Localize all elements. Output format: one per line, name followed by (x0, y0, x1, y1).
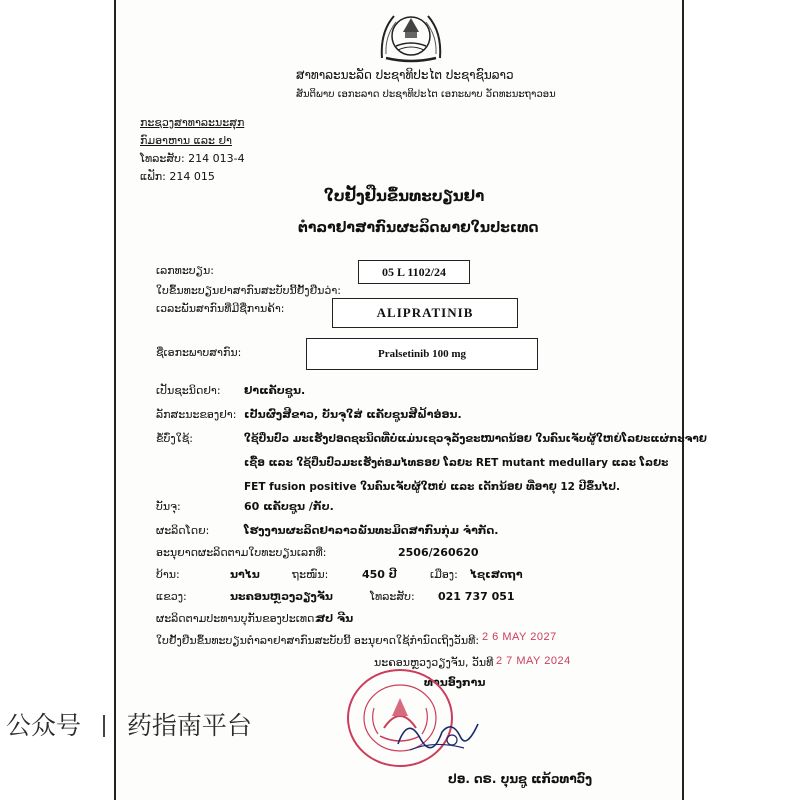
trade-name-label: ເວລະພັນສາກົນທີ່ມີຊື່ການຄ້າ: (156, 302, 285, 315)
permit-label: ອະນຸຍາດຜະລິດຕາມໃບທະບຽນເລກທີ່: (156, 546, 327, 559)
province-label: ແຂວງ: (156, 590, 187, 603)
certificate-page (114, 0, 707, 800)
reg-number-box: 05 L 1102/24 (358, 260, 470, 284)
reg-description-label: ໃບຂຶ້ນທະບຽນຢາສາກົນສະບັບນີ້ຢັ້ງຢືນວ່າ: (156, 284, 341, 297)
appearance-label: ລັກສະນະຂອງຢາ: (156, 408, 237, 421)
indication-label: ຂໍ້ບົ່ງໃຊ້: (156, 432, 193, 445)
indication-line-1: ໃຊ້ປິ່ນປົວ ມະເຮັງປອດຊະນິດທີ່ບໍ່ແມ່ນເຊວຈຸລັງຂະໜາດນ້ອຍ ໃນຄົນເຈັບຜູ້ໃຫຍ່ໂລຍະແຜ່ກະຈາຍ (244, 433, 707, 445)
ministry-tel: ໂທລະສັບ: 214 013-4 (140, 152, 245, 165)
indication-line-3: FET fusion positive ໃນຄົນເຈັບຜູ້ໃຫຍ່ ແລະ ເດັກນ້ອຍ ທີ່ອາຍຸ 12 ປີຂຶ້ນໄປ. (244, 481, 621, 493)
road-label: ຖະໜົນ: (292, 568, 329, 581)
director-title: ທ່ານອົງການ (424, 676, 486, 689)
district-value: ໄຊເສດຖາ (470, 568, 523, 581)
document-title: ໃບຢັ້ງຢືນຂຶ້ນທະບຽນຢາ (324, 187, 485, 205)
document-subtitle: ຕໍາລາຢາສາກົນຜະລິດພາຍໃນປະເທດ (298, 220, 539, 236)
watermark-divider (103, 715, 105, 737)
village-label: ບ້ານ: (156, 568, 180, 581)
origin-country-label: ຜະລິດຕາມປະທານບຸກັນຂອງປະເທດ: (156, 612, 319, 625)
validity-label: ໃບຢັ້ງຢືນຂຶ້ນທະບຽນຕໍາລາຢາສາກົນສະບັບນີ້ ອະນຸຍາດໃຊ້ກໍານົດເຖິງວັນທີ: (156, 634, 480, 647)
inn-box: Pralsetinib 100 mg (306, 338, 538, 370)
dosage-form-value: ຢາແຄັບຊູນ. (244, 384, 306, 397)
origin-country-value: ສປ ຈີນ (316, 612, 354, 625)
dosage-form-label: ເປັນຊະນິດຢາ: (156, 384, 221, 397)
header-line-2: ສັນຕິພາບ ເອກະລາດ ປະຊາທິປະໄຕ ເອກະພາບ ວັດທະນະຖາວອນ (296, 89, 556, 100)
inn-label: ຊື່ເອກະພາບສາກົນ: (156, 346, 242, 359)
watermark (6, 706, 252, 742)
road-value: 450 ປີ (362, 568, 397, 581)
district-label: ເມືອງ: (430, 568, 458, 581)
manufacturer-value: ໂຮງງານຜະລິດຢາລາວພັນທະມິດສາກົນກຸ່ມ ຈໍາກັດ. (244, 524, 499, 537)
reg-number-label: ເລກທະບຽນ: (156, 264, 214, 277)
signatory-name: ປອ. ດຣ. ບຸນຊູ ແກ້ວທາວົງ (448, 772, 593, 786)
issued-date-stamp: 2 7 MAY 2024 (496, 655, 571, 667)
pack-label: ບັນຈຸ: (156, 500, 181, 513)
ministry-fax: ແຟັກ: 214 015 (140, 170, 215, 183)
watermark-left: 公众号 (6, 711, 82, 740)
phone-value: 021 737 051 (438, 590, 515, 603)
ministry-name: ກະຊວງສາທາລະນະສຸກ (140, 116, 245, 129)
lao-emblem-icon (378, 6, 444, 64)
pack-value: 60 ແຄັບຊູນ /ກັບ. (244, 500, 334, 513)
validity-date-stamp: 2 6 MAY 2027 (482, 631, 557, 643)
appearance-value: ເປັນຜົງສີຂາວ, ບັນຈຸໃສ່ ແຄັບຊູນສີຟ້າອ່ອນ. (244, 408, 462, 421)
watermark-right: 药指南平台 (126, 711, 252, 740)
signature-icon (390, 710, 486, 758)
header-line-1: ສາທາລະນະລັດ ປະຊາທິປະໄຕ ປະຊາຊົນລາວ (296, 68, 514, 82)
phone-label: ໂທລະສັບ: (370, 590, 415, 603)
issued-place: ນະຄອນຫຼວງວຽງຈັນ, ວັນທີ (374, 656, 494, 669)
province-value: ນະຄອນຫຼວງວຽງຈັນ (230, 590, 333, 603)
trade-name-box: ALIPRATINIB (332, 298, 518, 328)
manufacturer-label: ຜະລິດໂດຍ: (156, 524, 210, 537)
ministry-department: ກົມອາຫານ ແລະ ຢາ (140, 134, 232, 147)
indication-line-2: ເຊື້ອ ແລະ ໃຊ້ປິ່ນປົວມະເຮັງຕ່ອມໄທຣອຍ ໂລຍະ RET mutant medullary ແລະ ໂລຍະ (244, 457, 669, 469)
village-value: ນາໄນ (230, 568, 260, 581)
permit-value: 2506/260620 (398, 546, 479, 559)
